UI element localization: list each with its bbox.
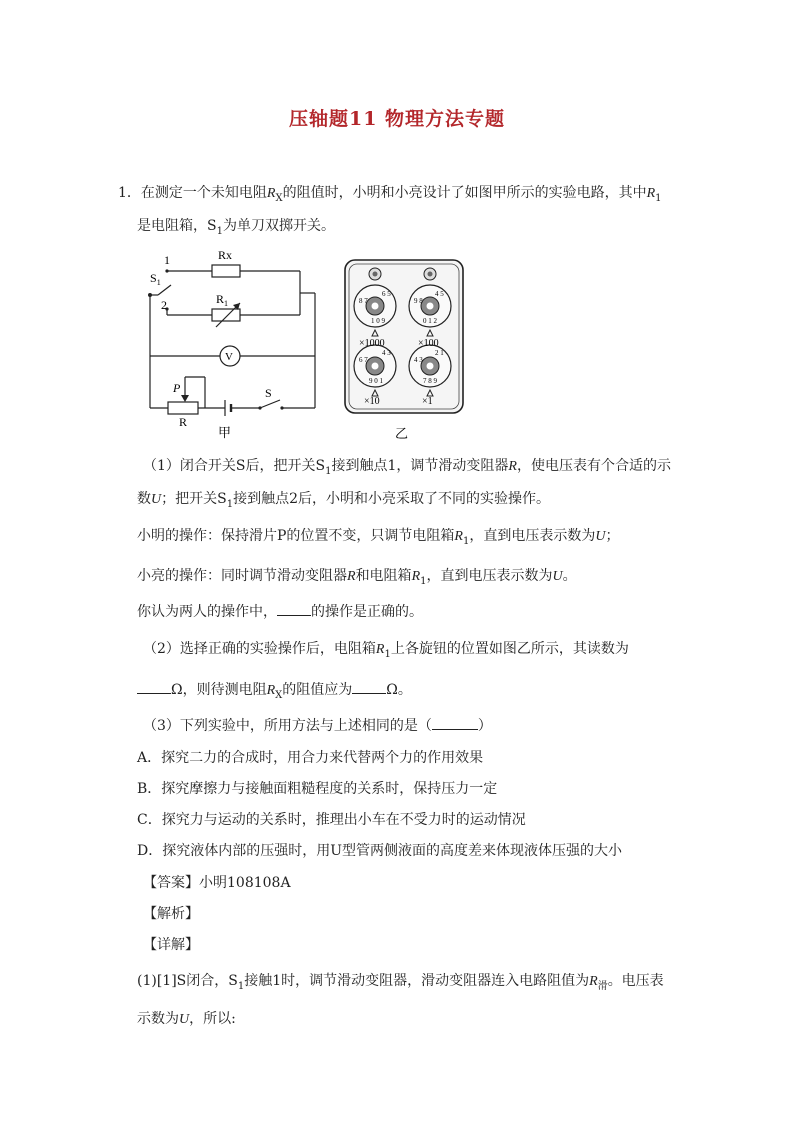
label-r1: $R_1$ <box>216 292 229 308</box>
option-b: B．探究摩擦力与接触面粗糙程度的关系时，保持压力一定 <box>137 781 498 797</box>
option-c: C．探究力与运动的关系时，推理出小车在不受力时的运动情况 <box>137 812 526 828</box>
label-rx: Rx <box>218 248 233 262</box>
q1-stem-line2: 是电阻箱，$S_1$为单刀双掷开关。 <box>137 218 335 237</box>
option-d: D．探究液体内部的压强时，用U型管两侧液面的高度差来体现液体压强的大小 <box>137 843 623 859</box>
sub3-stem: （3）下列实验中，所用方法与上述相同的是（ ） <box>143 718 492 734</box>
svg-text:4 5: 4 5 <box>435 290 444 298</box>
multiplier-x10: ×10 <box>364 396 380 407</box>
detail-line2: 示数为U，所以: <box>137 1011 236 1027</box>
xiaoming-operation: 小明的操作：保持滑片P的位置不变，只调节电阻箱$R_1$，直到电压表示数为U； <box>137 528 620 547</box>
rx-resistor <box>212 265 240 277</box>
sub2-line1: （2）选择正确的实验操作后，电阻箱$R_1$上各旋钮的位置如图乙所示，其读数为 <box>143 641 629 660</box>
label-s1: $S_1$ <box>150 271 161 287</box>
svg-text:0 1 2: 0 1 2 <box>423 317 437 325</box>
sub2-line2: Ω，则待测电阻$R_X$的阻值应为 Ω。 <box>137 680 412 706</box>
multiplier-x1: ×1 <box>422 396 433 407</box>
answer-blank-4[interactable] <box>432 717 478 730</box>
label-contact-2: 2 <box>161 298 167 312</box>
rheostat <box>168 402 198 414</box>
multiplier-x100: ×100 <box>418 338 439 349</box>
answer-line: 【答案】小明108108A <box>143 875 291 891</box>
resistance-box <box>342 258 467 443</box>
option-a: A．探究二力的合成时，用合力来代替两个力的作用效果 <box>137 750 484 766</box>
r1-symbol: R <box>646 186 656 201</box>
answer-blank-1[interactable] <box>277 603 311 616</box>
svg-text:9 8: 9 8 <box>414 297 423 305</box>
analysis-heading: 【解析】 <box>143 906 199 922</box>
answer-blank-3[interactable] <box>352 681 386 694</box>
svg-text:6 5: 6 5 <box>382 290 391 298</box>
label-r: R <box>179 415 188 429</box>
svg-text:7 8 9: 7 8 9 <box>423 377 437 385</box>
xiaoliang-operation: 小亮的操作：同时调节滑动变阻器R和电阻箱$R_1$，直到电压表示数为U。 <box>137 568 577 587</box>
multiplier-x1000: ×1000 <box>359 338 385 349</box>
label-voltmeter: V <box>225 351 233 363</box>
label-contact-1: 1 <box>164 253 170 267</box>
q1-stem-line1: 1．在测定一个未知电阻$R_X$的阻值时，小明和小亮设计了如图甲所示的实验电路，其中$R_1$ <box>118 185 662 204</box>
svg-text:4 3: 4 3 <box>414 356 423 364</box>
label-p: P <box>173 381 181 395</box>
page-title: 压轴题11 物理方法专题 <box>288 108 506 130</box>
svg-text:8 7: 8 7 <box>359 297 368 305</box>
caption-yi: 乙 <box>395 426 409 441</box>
svg-text:9 0 1: 9 0 1 <box>369 377 383 385</box>
r1-resistor <box>212 309 240 321</box>
detail-line1: (1)[1]S闭合，$S_1$接触1时，调节滑动变阻器，滑动变阻器连入电路阻值为$R_滑$。电压表 <box>137 973 664 992</box>
label-s: S <box>265 386 272 400</box>
circuit-diagram <box>140 245 325 443</box>
sub1-line2: 数U；把开关$S_1$接到触点2后，小明和小亮采取了不同的实验操作。 <box>137 491 550 510</box>
svg-text:1 0 9: 1 0 9 <box>371 317 385 325</box>
sub1-question: 你认为两人的操作中， 的操作是正确的。 <box>137 604 423 620</box>
detail-heading: 【详解】 <box>143 937 199 953</box>
svg-text:6 7: 6 7 <box>359 356 368 364</box>
svg-text:2 1: 2 1 <box>435 349 444 357</box>
q1-number: 1． <box>118 185 141 201</box>
caption-jia: 甲 <box>218 425 232 440</box>
answer-blank-2[interactable] <box>137 681 171 694</box>
sub1-line1: （1）闭合开关S后，把开关$S_1$接到触点1，调节滑动变阻器R，使电压表有个合适的示 <box>143 458 671 477</box>
svg-text:4 3: 4 3 <box>382 349 391 357</box>
rx-symbol: R <box>266 186 276 201</box>
